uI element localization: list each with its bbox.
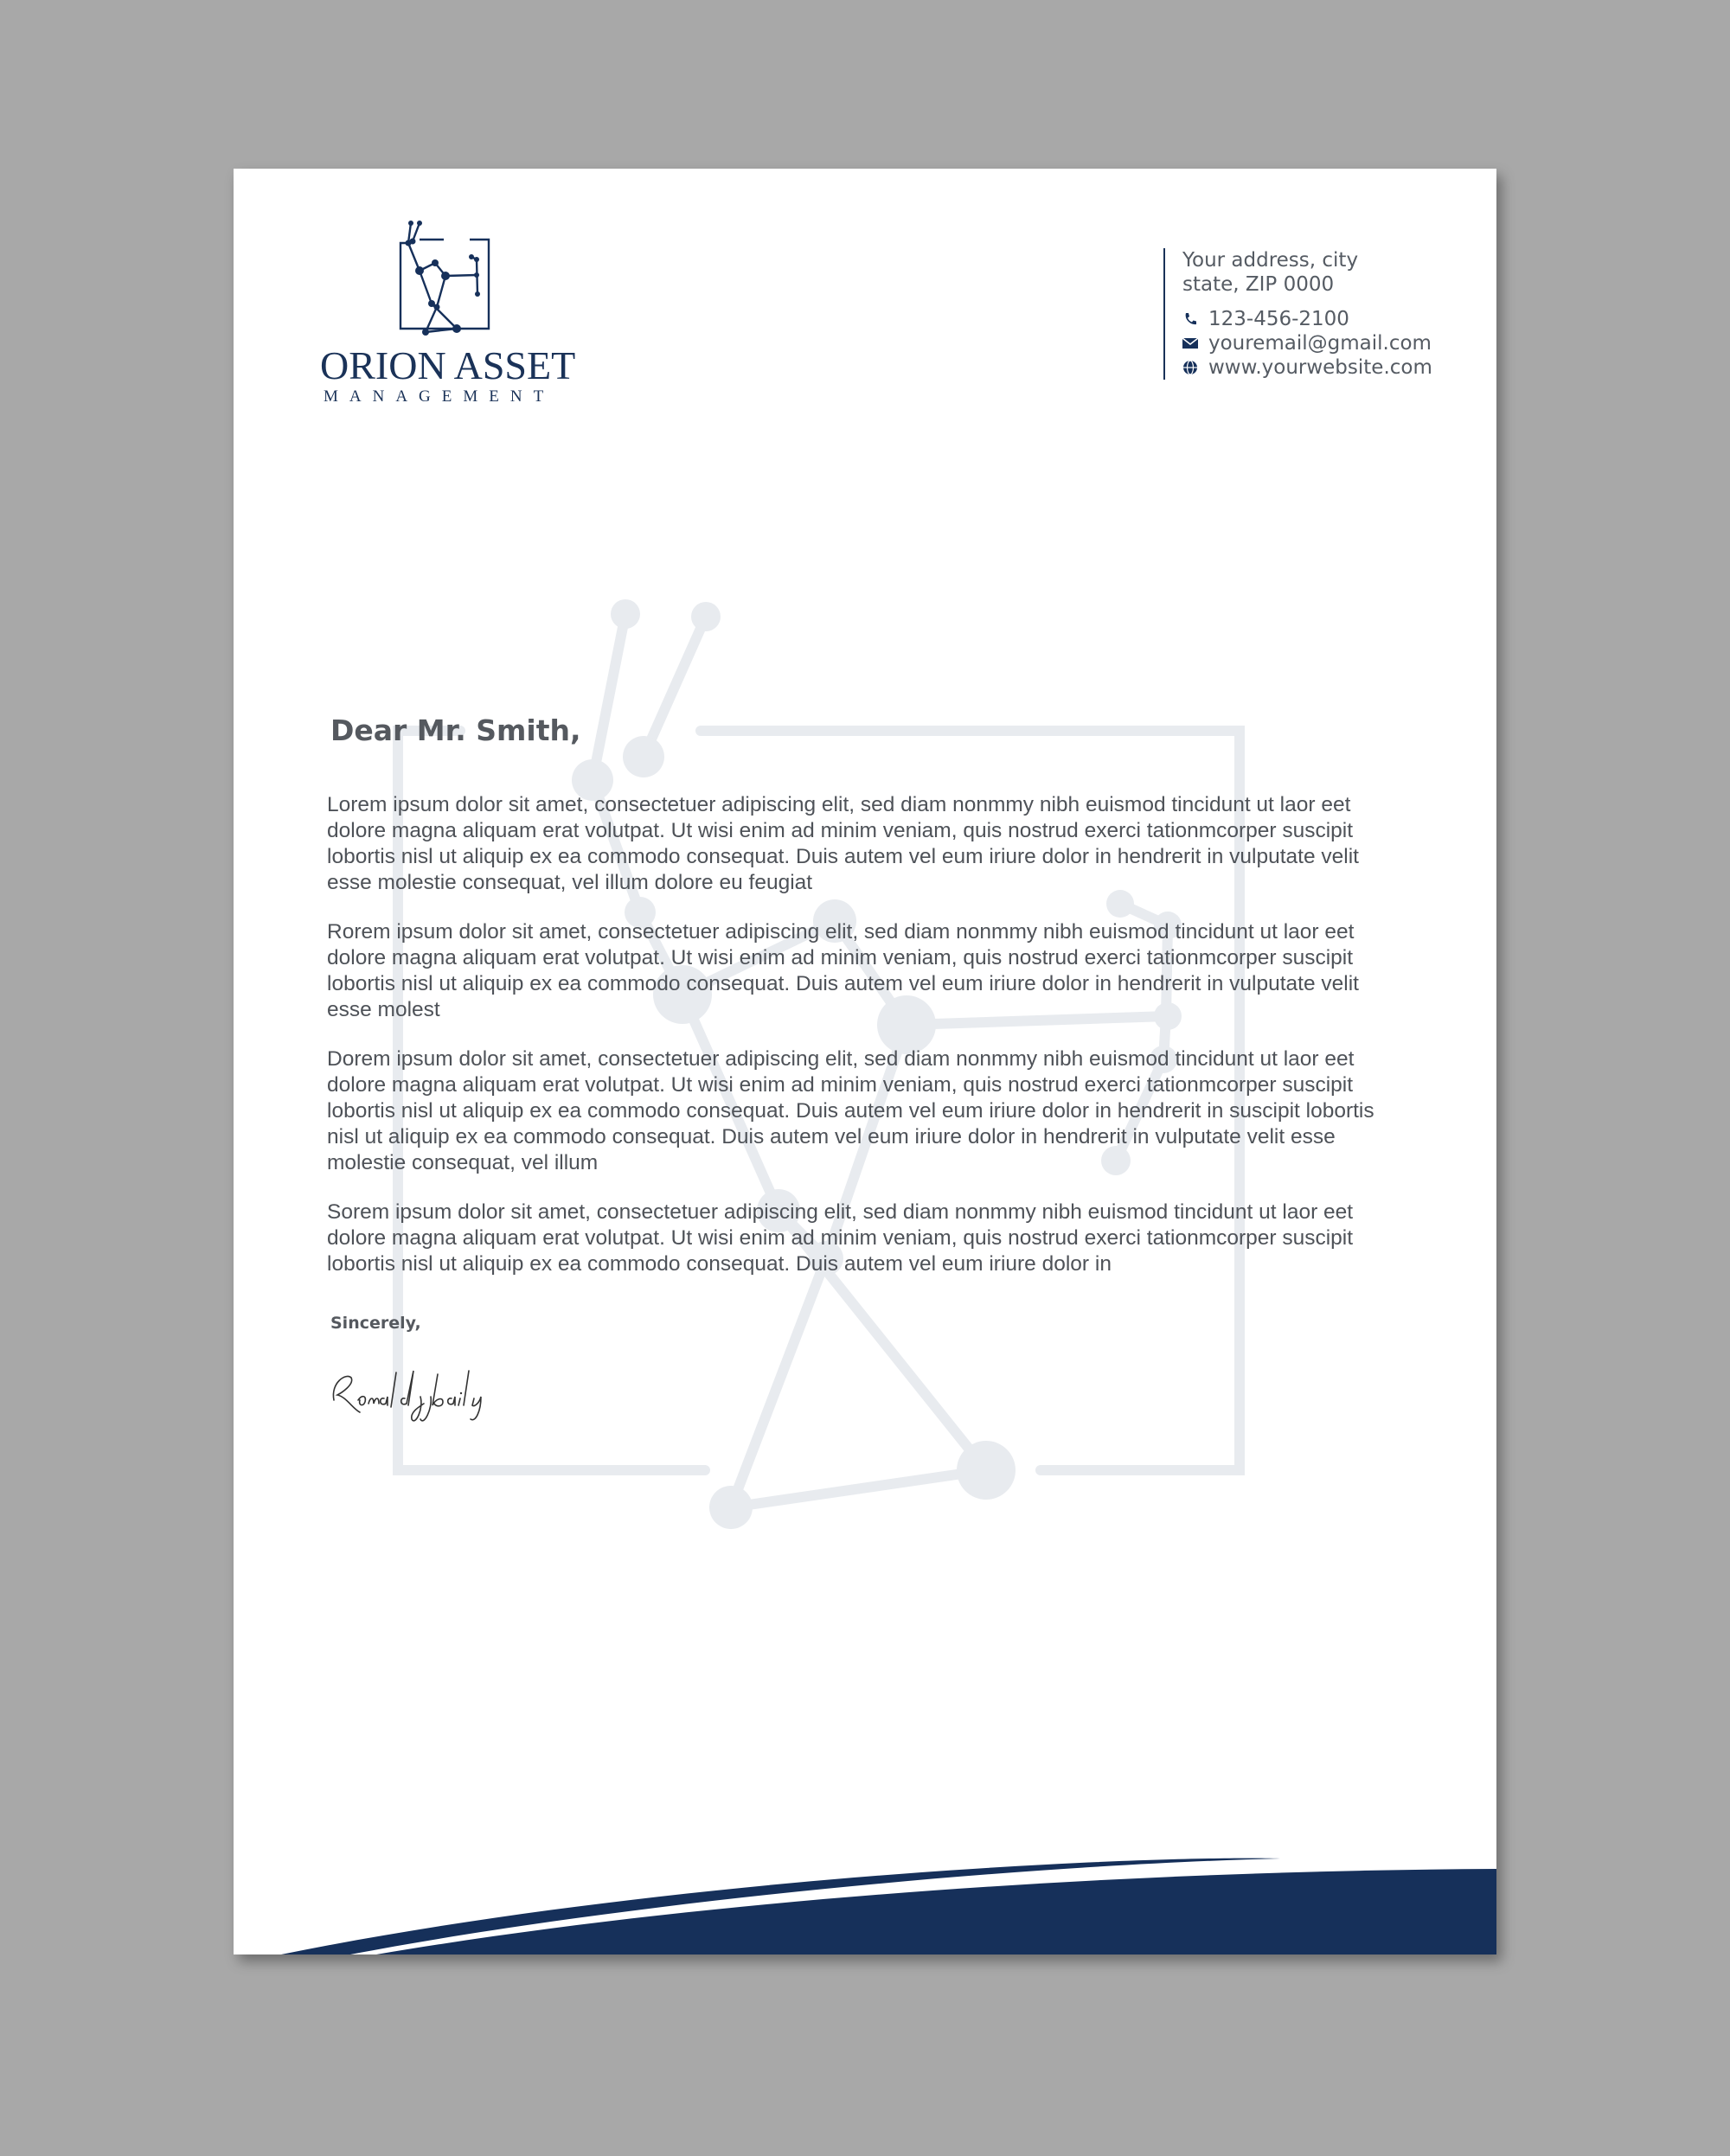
company-subtitle: MANAGEMENT	[324, 387, 555, 406]
company-name: ORION ASSET	[320, 343, 576, 387]
footer-swoosh	[234, 1855, 1496, 1954]
paragraph-4: Sorem ipsum dolor sit amet, consectetuer adipiscing elit, sed diam nonmmy nibh euismod tincidunt ut laor eet dolore magna aliquam erat volutpat. Ut wisi enim ad minim veniam, quis nostrud exerci tationmcorper suscipit lobortis nisl ut aliquip ex ea commodo consequat. Duis autem vel eum iriure dolor in	[327, 1200, 1354, 1276]
phone-row	[1182, 307, 1432, 331]
paragraph-1: Lorem ipsum dolor sit amet, consectetuer adipiscing elit, sed diam nonmmy nibh euismod tincidunt ut laor eet dolore magna aliquam erat volutpat. Ut wisi enim ad minim veniam, quis nostrud exerci tationmcorper suscipit lobortis nisl ut aliquip ex ea commodo consequat. Duis autem vel eum iriure dolor in hendrerit in vulputate velit esse molestie consequat, vel illum dolore eu feugiat	[327, 793, 1359, 894]
orion-constellation-icon	[394, 221, 497, 337]
envelope-icon	[1182, 336, 1198, 351]
salutation: Dear Mr. Smith,	[330, 713, 581, 747]
contact-block	[1163, 248, 1432, 380]
address-line-1: Your address, city	[1182, 249, 1359, 272]
email-address[interactable]: youremail@gmail.com	[1208, 332, 1432, 355]
letter-body	[327, 713, 1382, 1430]
address	[1182, 248, 1432, 297]
globe-icon	[1182, 360, 1198, 375]
address-line-2: state, ZIP 0000	[1182, 273, 1335, 296]
paragraph-2: Rorem ipsum dolor sit amet, consectetuer adipiscing elit, sed diam nonmmy nibh euismod tincidunt ut laor eet dolore magna aliquam erat volutpat. Ut wisi enim ad minim veniam, quis nostrud exerci tationmcorper suscipit lobortis nisl ut aliquip ex ea commodo consequat. Duis autem vel eum iriure dolor in hendrerit in vulputate velit esse molest	[327, 920, 1359, 1021]
company-logo	[320, 221, 580, 406]
letterhead-page	[234, 169, 1496, 1954]
website-row	[1182, 355, 1432, 380]
website-url[interactable]: www.yourwebsite.com	[1208, 356, 1432, 379]
signature	[329, 1366, 1382, 1430]
paragraph-3: Dorem ipsum dolor sit amet, consectetuer adipiscing elit, sed diam nonmmy nibh euismod tincidunt ut laor eet dolore magna aliquam erat volutpat. Ut wisi enim ad minim veniam, quis nostrud exerci tationmcorper suscipit lobortis nisl ut aliquip ex ea commodo consequat. Duis autem vel eum iriure dolor in hendrerit in suscipit lobortis nisl ut aliquip ex ea commodo consequat. Duis autem vel eum iriure dolor in hendrerit in vulputate velit esse molestie consequat, vel illum	[327, 1047, 1374, 1174]
phone-number: 123-456-2100	[1208, 308, 1349, 330]
phone-icon	[1182, 311, 1198, 327]
email-row	[1182, 331, 1432, 355]
closing: Sincerely,	[330, 1314, 421, 1333]
